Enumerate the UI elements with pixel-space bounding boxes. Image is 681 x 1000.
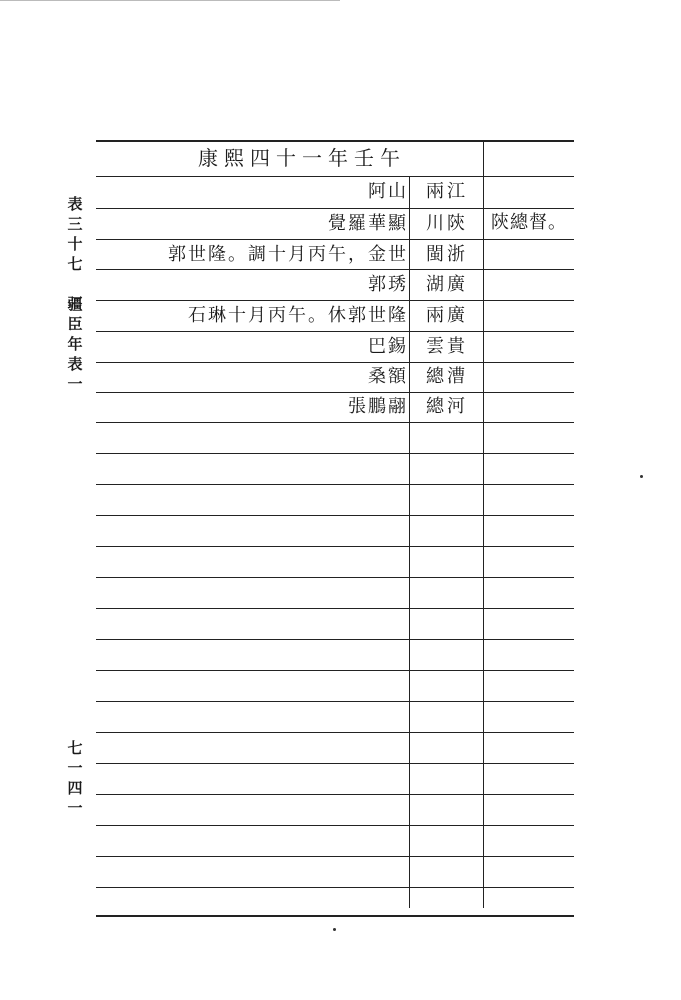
row-rule — [96, 515, 574, 516]
governor-general-office: 陝總督。 — [491, 212, 567, 233]
region-cell: 湖廣 — [426, 274, 468, 295]
row-rule — [96, 639, 574, 640]
row-rule — [96, 670, 574, 671]
row-rule — [96, 856, 574, 857]
row-rule — [96, 794, 574, 795]
row-rule — [96, 701, 574, 702]
row-rule — [96, 887, 574, 888]
table-bottom-rule — [96, 915, 574, 917]
year-header: 康熙四十一年壬午 — [198, 146, 406, 170]
row-rule — [96, 732, 574, 733]
official-cell: 張鵬翮 — [348, 396, 408, 417]
region-cell: 總漕 — [426, 366, 468, 387]
scan-speck — [333, 928, 336, 931]
row-rule — [96, 825, 574, 826]
row-rule — [96, 577, 574, 578]
row-rule — [96, 422, 574, 423]
row-rule — [96, 546, 574, 547]
official-cell: 郭琇 — [368, 274, 408, 295]
scan-speck — [640, 475, 643, 478]
column-divider-right — [483, 140, 484, 908]
official-cell: 石琳十月丙午。休郭世隆 — [188, 305, 408, 326]
page-number: 七 一 四 一 — [67, 739, 83, 817]
official-cell: 阿山 — [368, 181, 408, 202]
scan-edge-line — [0, 0, 340, 1]
official-cell: 郭世隆。調十月丙午，金世 — [168, 244, 408, 265]
region-cell: 閩浙 — [426, 244, 468, 265]
region-cell: 兩廣 — [426, 305, 468, 326]
section-label: 疆 臣 年 表 一 — [67, 295, 83, 393]
region-cell: 雲貴 — [426, 336, 468, 357]
row-rule — [96, 484, 574, 485]
official-cell: 桑額 — [368, 366, 408, 387]
volume-label: 表 三 十 七 — [67, 195, 83, 273]
region-cell: 兩江 — [426, 181, 468, 202]
official-cell: 巴錫 — [368, 336, 408, 357]
official-cell: 覺羅華顯 — [328, 213, 408, 234]
row-rule — [96, 763, 574, 764]
column-divider-left — [409, 176, 410, 908]
row-rule — [96, 608, 574, 609]
region-cell: 總河 — [426, 396, 468, 417]
row-rule — [96, 453, 574, 454]
region-cell: 川陝 — [426, 213, 468, 234]
